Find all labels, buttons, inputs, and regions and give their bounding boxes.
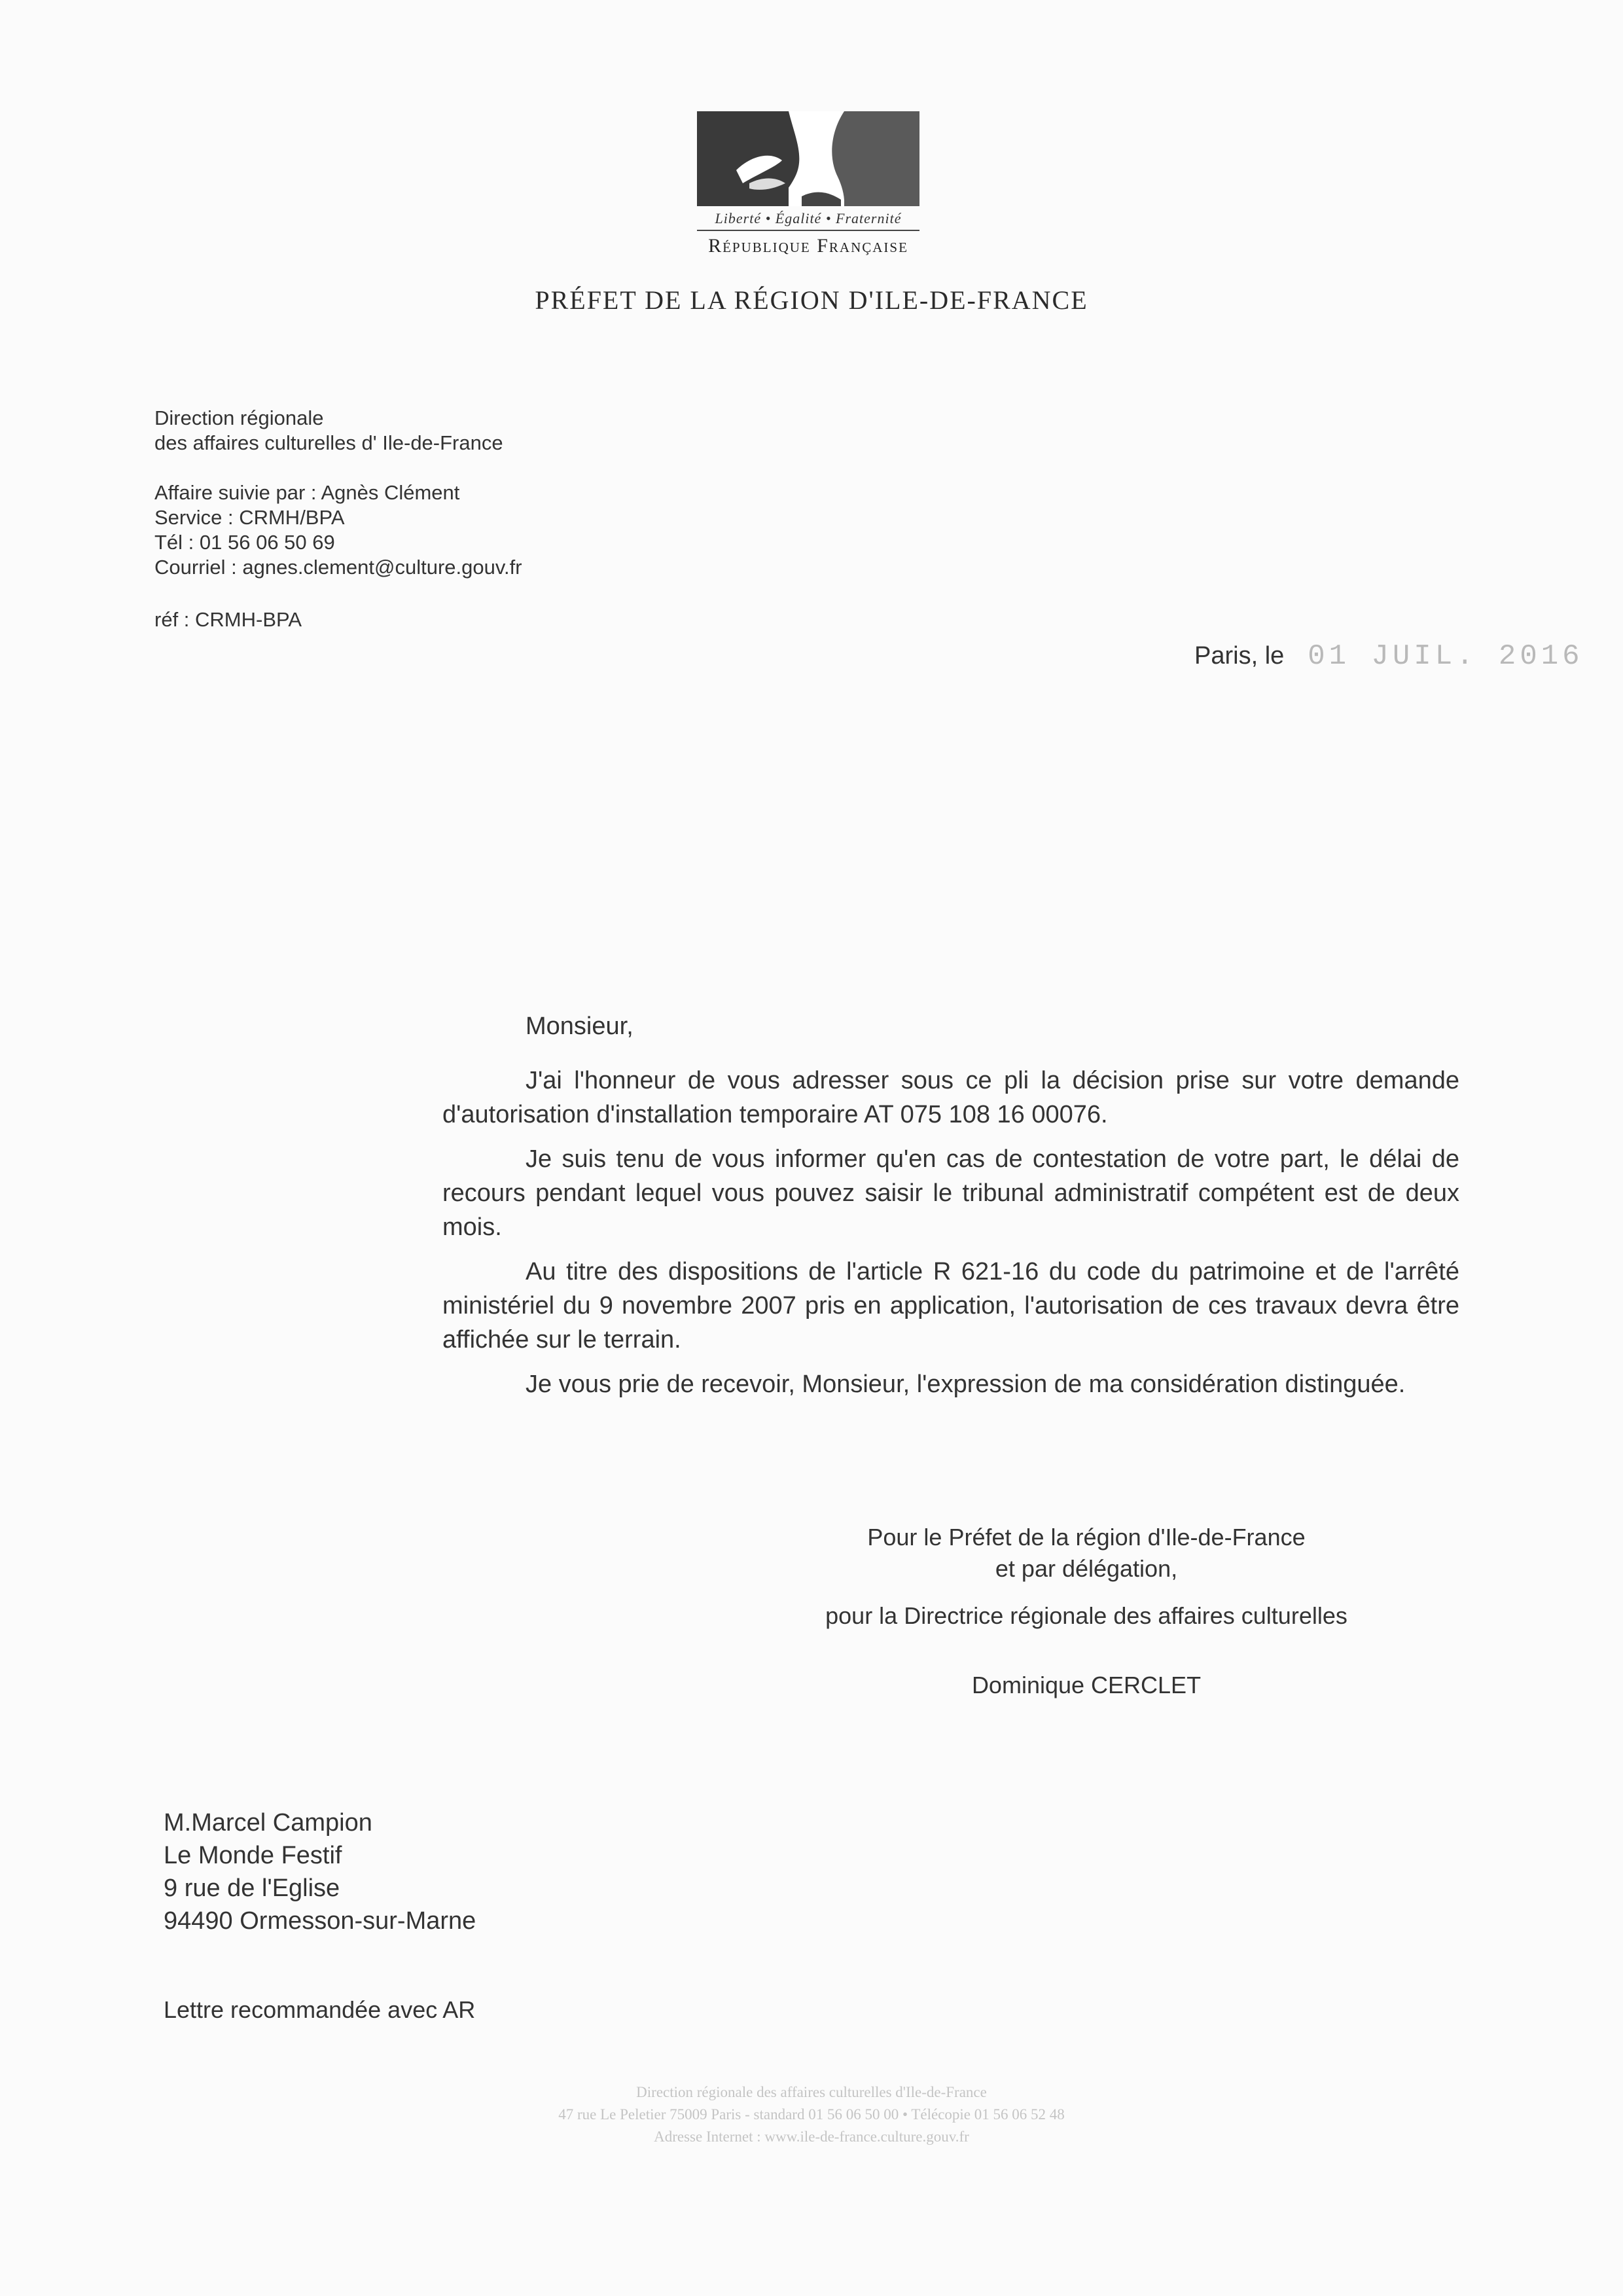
footer-line2: 47 rue Le Peletier 75009 Paris - standard 01 56 06 50 00 • Télécopie 01 56 06 52 48: [558, 2106, 1065, 2123]
sender-direction-line1: Direction régionale: [154, 406, 324, 429]
sender-reference: réf : CRMH-BPA: [154, 608, 302, 631]
body-paragraph: Au titre des dispositions de l'article R 621-16 du code du patrimoine et de l'arrêté ministériel du 9 novembre 2007 pris en application, l'autorisation de ces travaux devra être affichée sur le terrain.: [442, 1258, 1459, 1354]
recipient-city: 94490 Ormesson-sur-Marne: [164, 1907, 476, 1935]
date-line: [1194, 640, 1584, 673]
signature-block: [753, 1522, 1420, 1701]
marianne-logo-icon: [697, 111, 919, 206]
sender-block: [154, 406, 522, 632]
republic-logo-block: [690, 111, 926, 257]
prefect-title: PRÉFET DE LA RÉGION D'ILE-DE-FRANCE: [535, 285, 1088, 315]
recipient-address: [164, 1806, 476, 1937]
body-paragraph: Je suis tenu de vous informer qu'en cas de contestation de votre part, le délai de recours pendant lequel vous pouvez saisir le tribunal administratif compétent est de deux mois.: [442, 1145, 1459, 1241]
sender-email: Courriel : agnes.clement@culture.gouv.fr: [154, 556, 522, 579]
sender-handled-by: Affaire suivie par : Agnès Clément: [154, 481, 460, 504]
sender-direction-line2: des affaires culturelles d' Ile-de-France: [154, 431, 503, 454]
republic-name: République Française: [708, 235, 908, 257]
signature-line1: Pour le Préfet de la région d'Ile-de-France: [867, 1524, 1306, 1551]
recipient-company: Le Monde Festif: [164, 1842, 342, 1869]
body-paragraph: J'ai l'honneur de vous adresser sous ce pli la décision prise sur votre demande d'autorisation d'installation temporaire AT 075 108 16 00076.: [442, 1067, 1459, 1128]
body-paragraph: Je vous prie de recevoir, Monsieur, l'expression de ma considération distinguée.: [526, 1371, 1406, 1398]
date-stamp: 01 JUIL. 2016: [1308, 640, 1584, 673]
recipient-street: 9 rue de l'Eglise: [164, 1874, 340, 1902]
signature-line3: pour la Directrice régionale des affaires culturelles: [825, 1602, 1347, 1629]
signature-line2: et par délégation,: [995, 1555, 1178, 1582]
sender-phone: Tél : 01 56 06 50 69: [154, 531, 335, 554]
date-prefix: Paris, le: [1194, 642, 1285, 670]
letter-body: [442, 1064, 1459, 1412]
logo-divider: [697, 230, 919, 231]
salutation: Monsieur,: [526, 1013, 633, 1040]
sender-service: Service : CRMH/BPA: [154, 506, 345, 529]
republic-motto: Liberté • Égalité • Fraternité: [715, 210, 902, 226]
page-footer: [0, 2081, 1623, 2148]
delivery-mode: Lettre recommandée avec AR: [164, 1996, 476, 2023]
footer-line3: Adresse Internet : www.ile-de-france.culture.gouv.fr: [654, 2128, 969, 2145]
recipient-name: M.Marcel Campion: [164, 1809, 372, 1837]
signatory-name: Dominique CERCLET: [971, 1672, 1202, 1698]
footer-line1: Direction régionale des affaires culturelles d'Ile-de-France: [636, 2084, 987, 2100]
